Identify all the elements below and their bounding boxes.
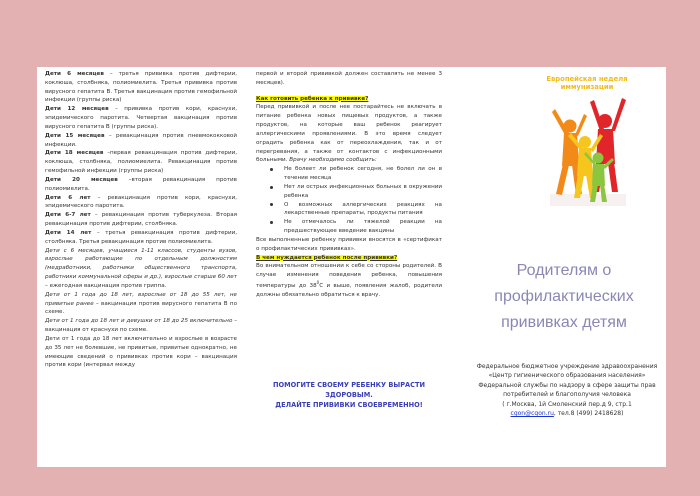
list-item: О возможных аллергических реакциях на лекарственные препараты, продукты питания	[270, 201, 442, 219]
immunization-week-poster	[538, 74, 636, 206]
rubella-vaccination: Дети от 1 года до 18 лет и девушки от 18 до 25 включительно – вакцинация от краснухи по схеме.	[45, 318, 238, 334]
prepare-text: Перед прививкой и после нее постарайтесь не включать в питание ребенка новых пищевых продуктов, а также продуктов, на которые ваш ребенок реагирует аллергическими проявлениями. В это время следует оградить ребенка как от переохлаждения, так и от перегревания, а также от контактов с инфекционными больными. Врачу необходимо сообщить:	[256, 104, 442, 164]
list-item: Не болеет ли ребенок сегодня, не болел ли он в течение месяца	[270, 165, 442, 183]
schedule-15-months: Дети 15 месяцев – ревакцинация против пневмококковой инфекции.	[45, 132, 237, 148]
slogan-line-2: ДЕЛАЙТЕ ПРИВИВКИ СВОЕВРЕМЕННО!	[275, 401, 423, 410]
phone: , тел.8 (499) 2418628)	[553, 410, 624, 418]
question-after: В чем нуждается ребенок после прививки?	[256, 254, 398, 261]
organization-name: Федеральное бюджетное учреждение здравоохранения «Центр гигиенического образования населения» Федеральной службы по надзору в сфере защиты прав потребителей и благополучия человека	[476, 363, 658, 399]
contacts	[470, 409, 664, 418]
schedule-18-months: Дети 18 месяцев –первая ревакцинация против дифтерии, коклюша, столбняка, полиомиелита. Ревакцинация против гемофильной инфекции (группы риска)	[45, 150, 237, 175]
jumping-children-illustration	[538, 74, 636, 206]
schedule-6-years: Дети 6 лет – ревакцинация против кори, краснухи, эпидемического паротита.	[45, 194, 237, 210]
doctor-checklist	[270, 165, 442, 236]
list-item: Не отмечалось ли тяжелой реакции на предшествующее введение вакцины	[270, 218, 442, 236]
schedule-20-months: Дети 20 месяцев –вторая ревакцинация против полиомиелита.	[45, 176, 237, 192]
schedule-6-7-years: Дети 6-7 лет – ревакцинация против туберкулеза. Вторая ревакцинация против дифтерии, столбняка.	[45, 212, 238, 228]
schedule-6-months: Дети 6 месяцев – третья прививка против дифтерии, коклюша, столбняка, полиомиелита. Третья прививка против вирусного гепатита В. Третья вакцинация против гемофильной инфекции (группы риска)	[45, 71, 237, 104]
organization-address: ( г.Москва, 1й Смоленский пер.д 9, стр.1	[502, 400, 632, 408]
list-item: Нет ли острых инфекционных больных в окружении ребенка	[270, 183, 442, 201]
flu-vaccination: Дети с 6 месяцев, учащиеся 1-11 классов, студенты вузов, взрослые работающие по отдельным должностям (медработники, работники общественного транспорта, работники коммунальной сферы и др.), взрослые старше 60 лет – ежегодная вакцинация против гриппа.	[45, 247, 237, 289]
slogan-line-1: ПОМОГИТЕ СВОЕМУ РЕБЕНКУ ВЫРАСТИ ЗДОРОВЫМ.	[272, 381, 426, 400]
organization-info	[470, 362, 664, 419]
schedule-14-years: Дети 14 лет – третья ревакцинация против дифтерии, столбняка. Третья ревакцинация против полиомиелита.	[45, 229, 238, 245]
certificate-text: Все выполненные ребенку прививки вносятся в «сертификат о профилактических прививках».	[256, 236, 442, 252]
hepatitis-vaccination: Дети от 1 года до 18 лет, взрослые от 18 до 55 лет, не привитые ранее – вакцинация против вирусного гепатита В по схеме.	[45, 291, 237, 316]
brochure-sheet	[37, 67, 666, 467]
schedule-column	[45, 67, 237, 467]
measles-continuation: первой и второй прививкой должен составлять не менее 3 месяцев).	[256, 71, 442, 86]
poster-title: Европейская неделя иммунизации	[546, 75, 628, 91]
email-link[interactable]: cgon@cgon.ru	[510, 410, 554, 418]
measles-vaccination: Дети от 1 года до 18 лет включительно и взрослые в возрасте до 35 лет не болевшие, не привитые, привитые однократно, не имеющие сведений о прививках против кори – вакцинация против кори (интервал между	[45, 335, 237, 369]
after-text: Во внимательном отношении к себе со стороны родителей. В случае изменения поведения ребенка, повышения температуры до $38^0С$ и выше, появления жалоб, родители должны обязательно обратиться к врачу.	[256, 263, 443, 298]
slogan	[256, 380, 442, 411]
brochure-title: Родителям о профилактических прививках детям	[494, 262, 634, 331]
advice-column	[256, 67, 442, 467]
question-prepare: Как готовить ребенка к прививке?	[256, 95, 369, 102]
cover-column	[462, 67, 666, 467]
schedule-12-months: Дети 12 месяцев – прививка против кори, краснухи, эпидемического паротита. Четвертая вакцинация против вирусного гепатита В (группы риска).	[45, 106, 238, 130]
